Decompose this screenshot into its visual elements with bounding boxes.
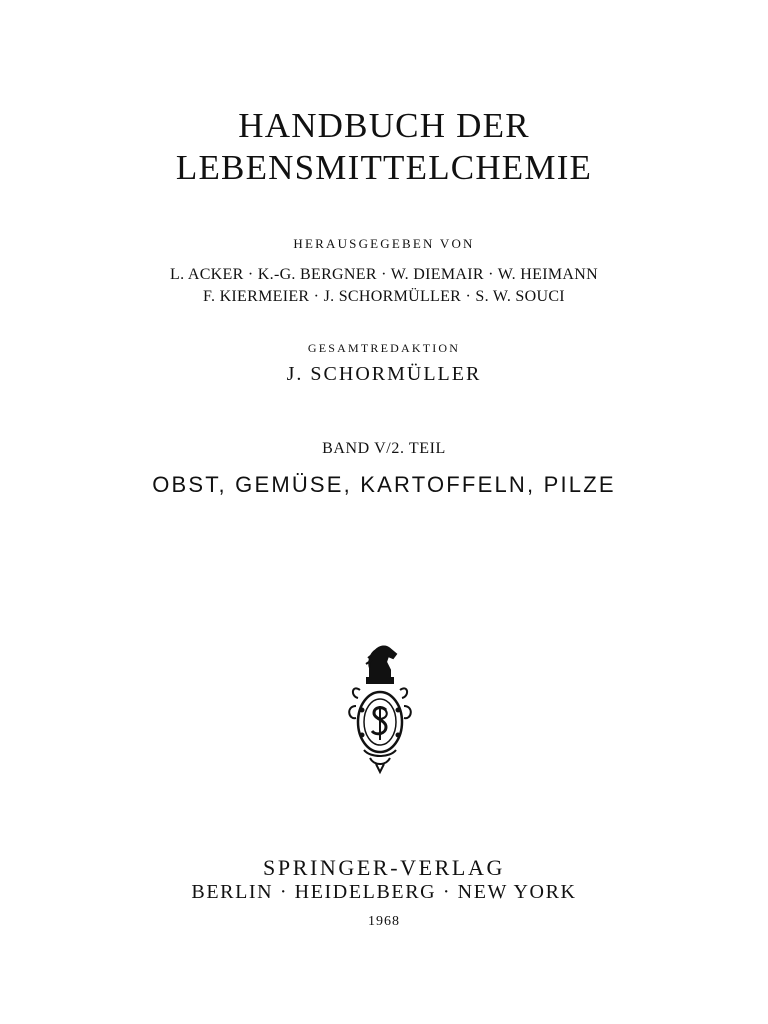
publisher-places: BERLIN · HEIDELBERG · NEW YORK xyxy=(191,881,577,903)
chief-editor: J. SCHORMÜLLER xyxy=(286,363,482,385)
book-title-line-1: HANDBUCH DER xyxy=(238,106,530,145)
book-title-line-2: LEBENSMITTELCHEMIE xyxy=(175,148,593,187)
editors-line-2: F. KIERMEIER · J. SCHORMÜLLER · S. W. SOUCI xyxy=(203,288,565,305)
volume-label: BAND V/2. TEIL xyxy=(322,440,446,457)
redaction-label: GESAMTREDAKTION xyxy=(307,341,461,355)
publisher-name: SPRINGER-VERLAG xyxy=(263,855,505,880)
editors-line-1: L. ACKER · K.-G. BERGNER · W. DIEMAIR · W. HEIMANN xyxy=(170,266,598,283)
editors-label: HERAUSGEGEBEN VON xyxy=(293,236,475,251)
volume-subject: OBST, GEMÜSE, KARTOFFELN, PILZE xyxy=(152,472,616,497)
springer-horse-emblem-icon xyxy=(340,640,420,775)
publication-year: 1968 xyxy=(368,914,400,929)
